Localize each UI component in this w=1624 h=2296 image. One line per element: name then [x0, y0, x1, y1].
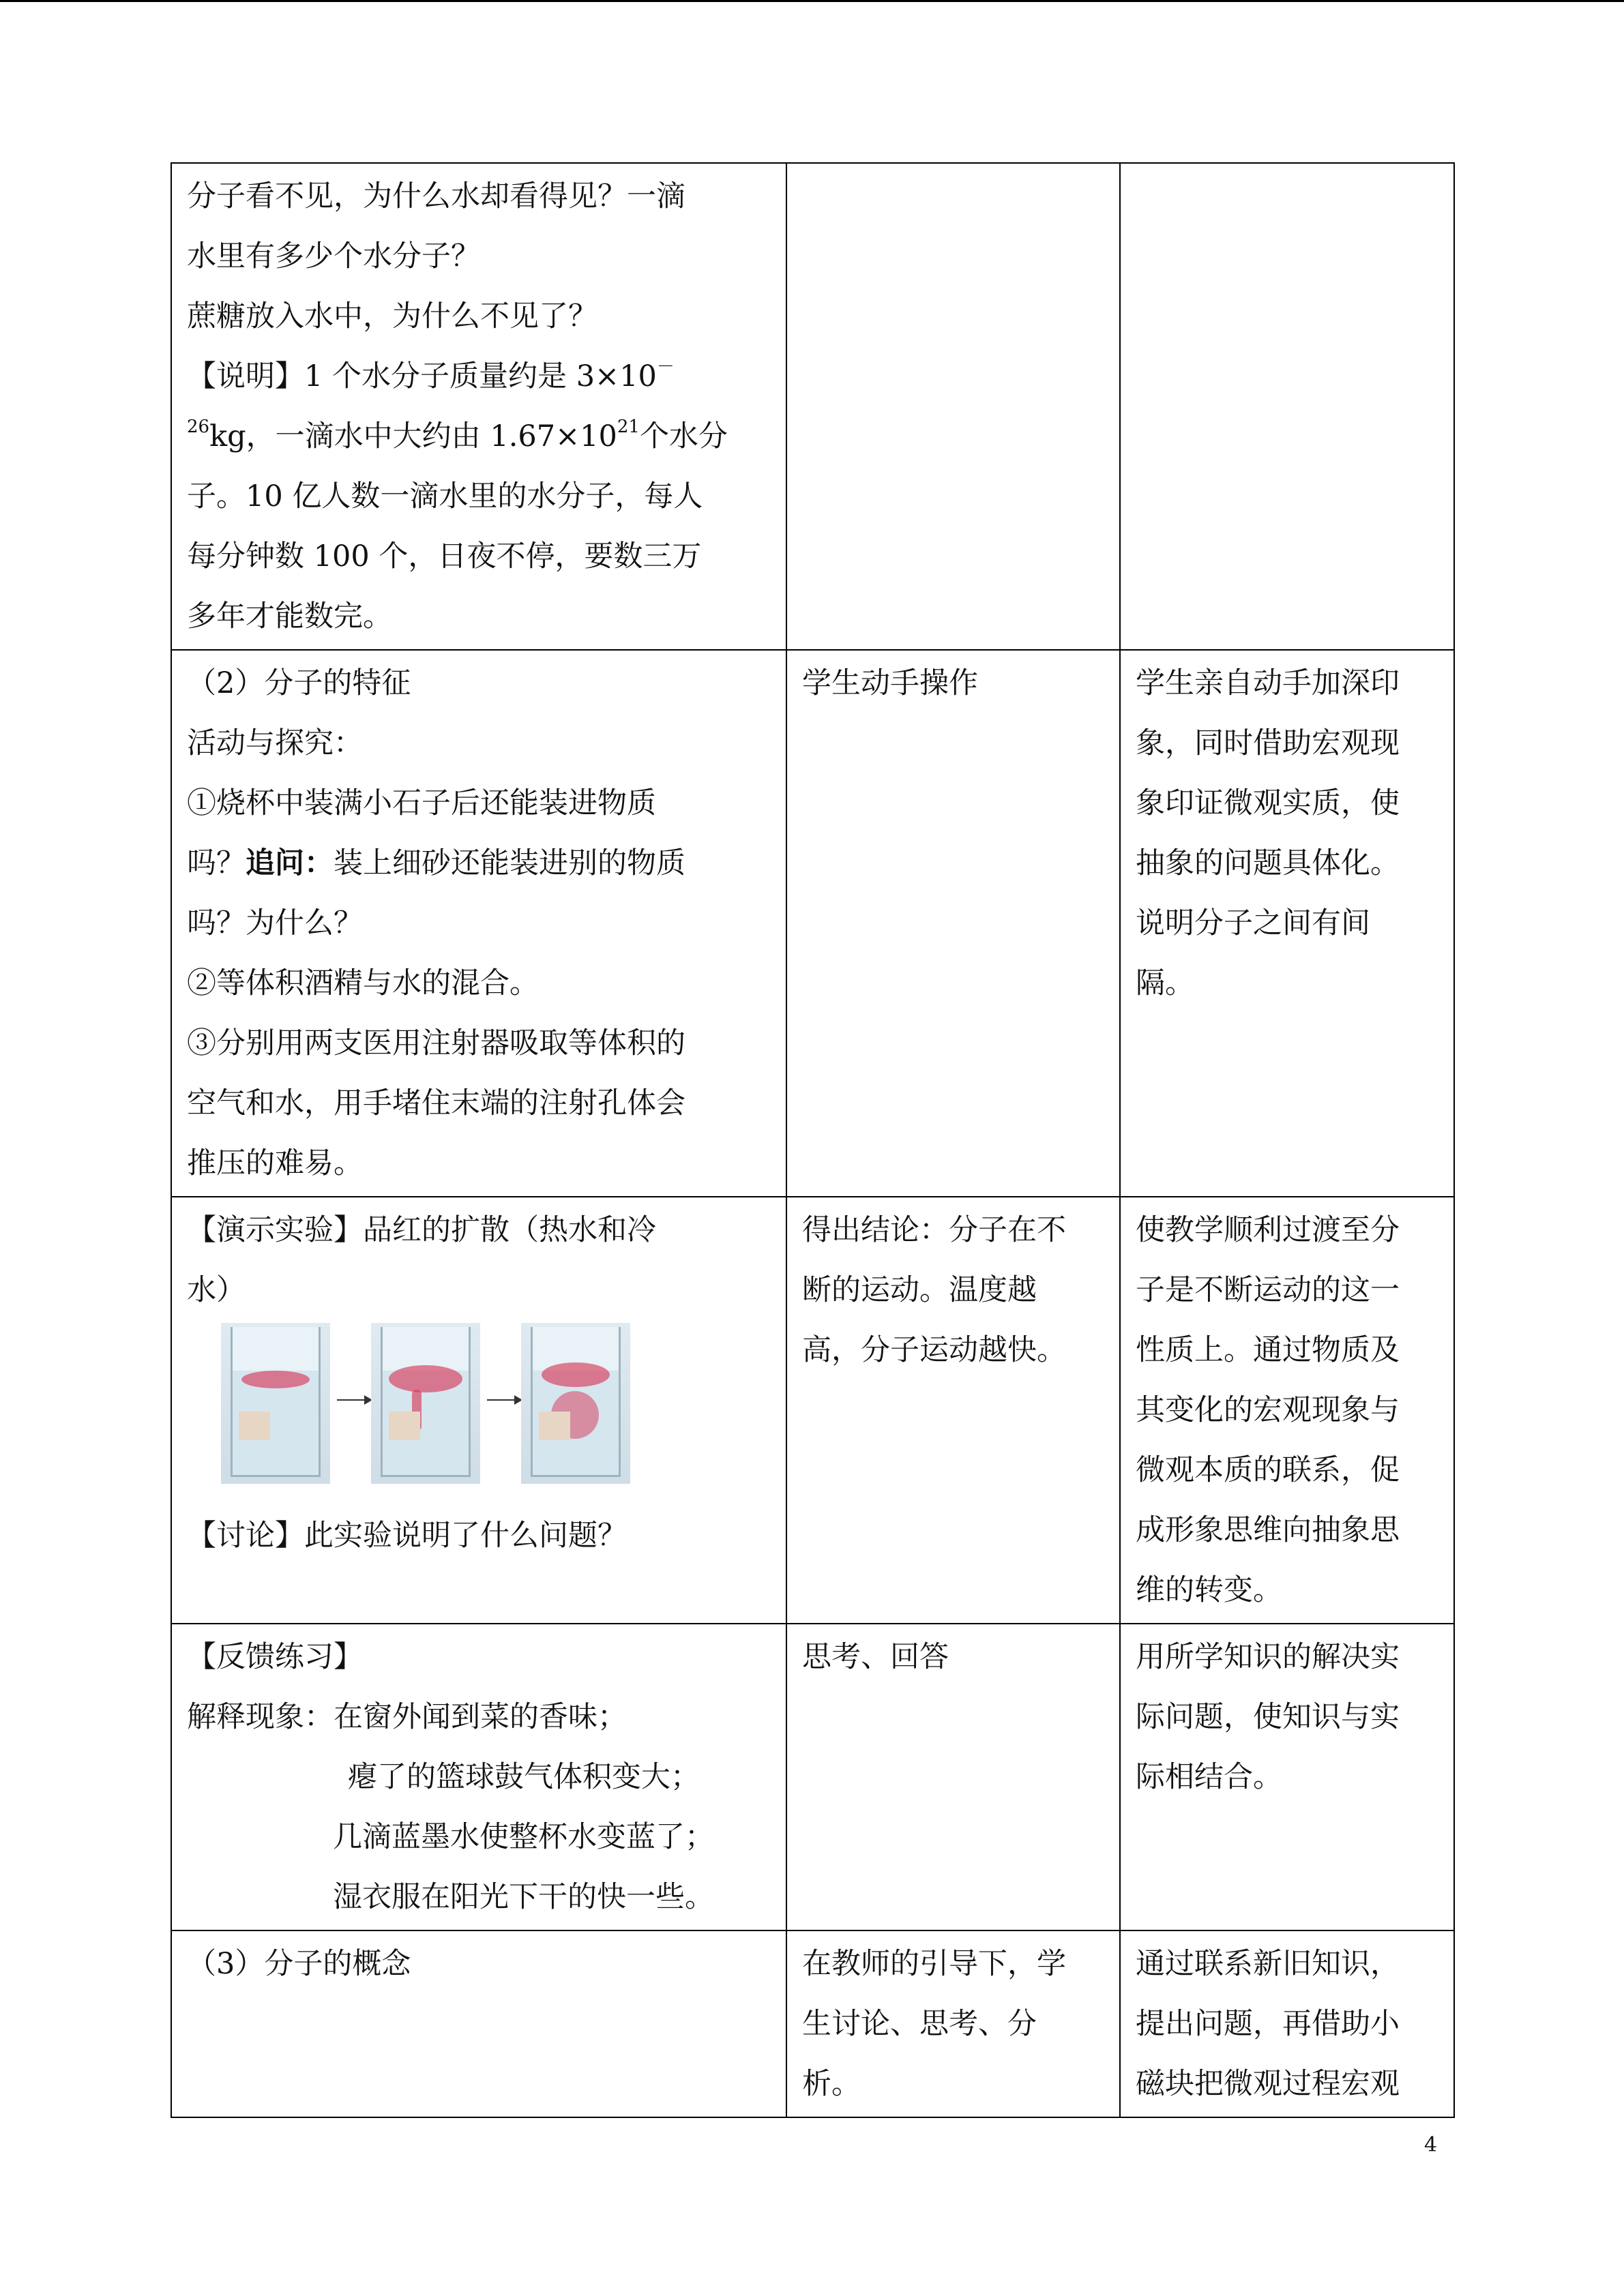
text-line: 吗？为什么？: [187, 906, 363, 940]
text-line: 说明分子之间有间: [1136, 906, 1370, 940]
lesson-plan-table: [171, 162, 1455, 2118]
beaker-photo-1: [221, 1323, 330, 1484]
note-line: [187, 406, 771, 466]
text-line: 微观本质的联系，促: [1136, 1453, 1400, 1487]
text-line: 象印证微观实质，使: [1136, 786, 1400, 820]
text-line: 【讨论】此实验说明了什么问题？: [187, 1519, 627, 1553]
text-line: 高，分子运动越快。: [802, 1333, 1066, 1367]
text-line: 空气和水，用手堵住末端的注射孔体会: [187, 1086, 685, 1120]
text-line: 性质上。通过物质及: [1136, 1333, 1400, 1367]
diffusion-photo-sequence: [221, 1323, 771, 1502]
text-line: 其变化的宏观现象与: [1136, 1393, 1400, 1427]
text-line: 瘪了的篮球鼓气体积变大；: [348, 1760, 700, 1794]
text-line: 推压的难易。: [187, 1146, 363, 1180]
text-line: 隔。: [1136, 966, 1194, 1000]
follow-up-label: 追问：: [246, 846, 334, 880]
arrow-right-icon: [487, 1399, 521, 1401]
design-intent-cell: [1120, 163, 1454, 650]
text-line: 用所学知识的解决实: [1136, 1640, 1400, 1674]
student-activity-cell: [786, 650, 1120, 1197]
student-activity-cell: [786, 1197, 1120, 1624]
text-line: 湿衣服在阳光下干的快一些。: [333, 1880, 714, 1914]
superscript: －: [656, 357, 675, 377]
teacher-activity-cell: [171, 1197, 786, 1624]
note-bracket: 【说明】: [187, 359, 304, 393]
teacher-activity-cell: [171, 1930, 786, 2117]
text-line: 学生亲自动手加深印: [1136, 666, 1400, 700]
superscript: 26: [187, 417, 210, 437]
text-line: 【反馈练习】: [187, 1640, 363, 1674]
text-line: 【演示实验】品红的扩散（热水和冷: [187, 1213, 656, 1247]
note-text: 个水分: [639, 419, 728, 453]
text-line: 析。: [802, 2067, 861, 2101]
text-line: 际相结合。: [1136, 1760, 1282, 1794]
text-line: 抽象的问题具体化。: [1136, 846, 1400, 880]
text-line: 象，同时借助宏观现: [1136, 726, 1400, 760]
text-fragment: 装上细砂还能装进别的物质: [334, 846, 685, 880]
teacher-activity-cell: [171, 1624, 786, 1930]
text-line: 使教学顺利过渡至分: [1136, 1213, 1400, 1247]
text-line: 水里有多少个水分子？: [187, 239, 480, 273]
superscript: 21: [617, 417, 640, 437]
text-line: （2）分子的特征: [187, 666, 411, 700]
table-row: [171, 1624, 1454, 1930]
text-line: 多年才能数完。: [187, 599, 392, 633]
text-line: 活动与探究：: [187, 726, 363, 760]
text-line: 解释现象：在窗外闻到菜的香味；: [187, 1700, 627, 1734]
text-line: 几滴蓝墨水使整杯水变蓝了；: [333, 1820, 714, 1854]
text-line: 提出问题，再借助小: [1136, 2007, 1400, 2041]
student-activity-cell: [786, 163, 1120, 650]
text-line: 学生动手操作: [802, 666, 978, 700]
text-line: ③分别用两支医用注射器吸取等体积的: [187, 1026, 685, 1060]
text-line: 维的转变。: [1136, 1573, 1282, 1607]
design-intent-cell: [1120, 1197, 1454, 1624]
student-activity-cell: [786, 1930, 1120, 2117]
arrow-right-icon: [337, 1399, 371, 1401]
page-number: 4: [1424, 2133, 1438, 2157]
text-line: 思考、回答: [802, 1640, 949, 1674]
teacher-activity-cell: [171, 650, 786, 1197]
beaker-photo-2: [371, 1323, 480, 1484]
text-fragment: 吗？: [187, 846, 246, 880]
text-line: 水）: [187, 1273, 246, 1307]
text-line: 际问题，使知识与实: [1136, 1700, 1400, 1734]
text-line: ②等体积酒精与水的混合。: [187, 966, 539, 1000]
top-border-line: [0, 0, 1624, 2]
beaker-photo-3: [521, 1323, 630, 1484]
teacher-activity-cell: [171, 163, 786, 650]
text-line: 磁块把微观过程宏观: [1136, 2067, 1400, 2101]
text-line: 通过联系新旧知识，: [1136, 1947, 1400, 1981]
text-line: ①烧杯中装满小石子后还能装进物质: [187, 786, 656, 820]
table-row: [171, 1197, 1454, 1624]
note-text: kg，一滴水中大约由 1.67×10: [209, 419, 617, 453]
student-activity-cell: [786, 1624, 1120, 1930]
text-line: 成形象思维向抽象思: [1136, 1513, 1400, 1547]
text-line: 得出结论：分子在不: [802, 1213, 1066, 1247]
table-row: [171, 1930, 1454, 2117]
text-line: 生讨论、思考、分: [802, 2007, 1037, 2041]
text-line: 子是不断运动的这一: [1136, 1273, 1400, 1307]
table-row: [171, 163, 1454, 650]
text-line: 子。10 亿人数一滴水里的水分子，每人: [187, 479, 703, 513]
text-line: 分子看不见，为什么水却看得见？一滴: [187, 179, 685, 213]
note-text: 1 个水分子质量约是 3×10: [304, 359, 657, 393]
text-line: 在教师的引导下，学: [802, 1947, 1066, 1981]
text-line: [187, 833, 771, 893]
note-line: [187, 346, 771, 406]
design-intent-cell: [1120, 1624, 1454, 1930]
design-intent-cell: [1120, 1930, 1454, 2117]
table-row: [171, 650, 1454, 1197]
text-line: 断的运动。温度越: [802, 1273, 1037, 1307]
text-line: （3）分子的概念: [187, 1947, 411, 1981]
design-intent-cell: [1120, 650, 1454, 1197]
text-line: 每分钟数 100 个，日夜不停，要数三万: [187, 539, 702, 573]
text-line: 蔗糖放入水中，为什么不见了？: [187, 299, 597, 333]
